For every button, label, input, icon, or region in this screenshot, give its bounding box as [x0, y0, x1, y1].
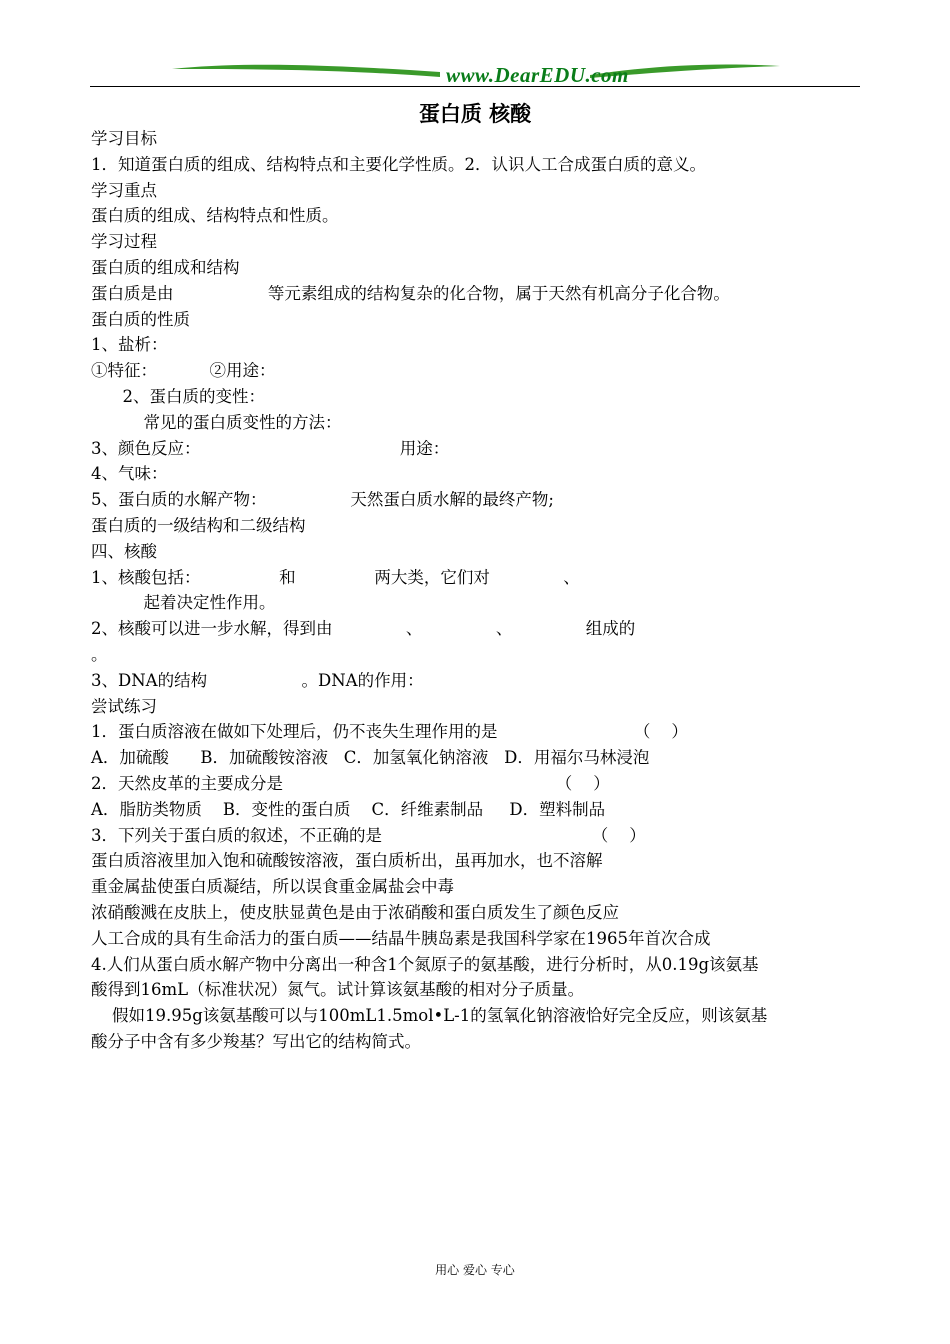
header-rule [90, 86, 860, 87]
text-line: 4.人们从蛋白质水解产物中分离出一种含1个氮原子的氨基酸，进行分析时，从0.19g该氨基 [91, 954, 759, 974]
text-line: A．加硫酸 B．加硫酸铵溶液 C．加氢氧化钠溶液 D．用福尔马林浸泡 [91, 748, 650, 768]
text-line: 常见的蛋白质变性的方法： [91, 412, 342, 432]
text-line: 学习目标 [91, 129, 157, 148]
text-line: 1、核酸包括： 和 两大类，它们对 、 [91, 567, 580, 587]
text-line: 尝试练习 [91, 696, 157, 716]
page-header [90, 60, 860, 90]
text-line: 2．天然皮革的主要成分是 （ ） [91, 773, 610, 793]
text-line: A．脂肪类物质 B．变性的蛋白质 C．纤维素制品 D．塑料制品 [91, 799, 606, 819]
text-line: 1、盐析： [91, 335, 168, 355]
text-line: 酸得到16mL（标准状况）氮气。试计算该氨基酸的相对分子质量。 [91, 980, 585, 1000]
text-line: 蛋白质的性质 [91, 309, 190, 329]
text-line: 假如19.95g该氨基酸可以与100mL1.5mol•L-1的氢氧化钠溶液恰好完全反应，则该氨基 [91, 1006, 768, 1026]
page-title: 蛋白质 核酸 [418, 102, 532, 126]
text-line: 1．蛋白质溶液在做如下处理后，仍不丧失生理作用的是 （ ） [91, 722, 688, 742]
text-line: 蛋白质的一级结构和二级结构 [91, 515, 306, 535]
document-body [91, 126, 859, 1055]
text-line: 蛋白质的组成、结构特点和性质。 [91, 206, 339, 226]
text-line: 蛋白质是由 等元素组成的结构复杂的化合物，属于天然有机高分子化合物。 [91, 283, 730, 303]
text-line: 人工合成的具有生命活力的蛋白质——结晶牛胰岛素是我国科学家在1965年首次合成 [91, 928, 711, 948]
text-line: 3、颜色反应： 用途： [91, 438, 450, 458]
text-line: 1．知道蛋白质的组成、结构特点和主要化学性质。2．认识人工合成蛋白质的意义。 [91, 154, 706, 174]
text-line: 学习重点 [91, 180, 157, 200]
text-line: 浓硝酸溅在皮肤上，使皮肤显黄色是由于浓硝酸和蛋白质发生了颜色反应 [91, 902, 619, 922]
text-line: 酸分子中含有多少羧基？写出它的结构简式。 [91, 1031, 421, 1051]
site-logo-text: www.DearEDU.com [446, 63, 629, 87]
text-line: 起着决定性作用。 [91, 593, 276, 613]
text-line: ①特征： ②用途： [91, 361, 276, 381]
text-line: 4、气味： [91, 464, 168, 484]
text-line: 蛋白质的组成和结构 [91, 257, 240, 277]
text-line: 四、核酸 [91, 541, 157, 561]
text-line: 重金属盐使蛋白质凝结，所以误食重金属盐会中毒 [91, 877, 454, 897]
text-line: 3．下列关于蛋白质的叙述，不正确的是 （ ） [91, 825, 646, 845]
text-line: 。 [91, 644, 108, 664]
text-line: 蛋白质溶液里加入饱和硫酸铵溶液，蛋白质析出，虽再加水，也不溶解 [91, 851, 603, 871]
text-line: 2、蛋白质的变性： [91, 386, 265, 406]
text-line: 学习过程 [91, 232, 157, 252]
text-line: 3、DNA的结构 。DNA的作用： [91, 670, 424, 690]
page-footer: 用心 爱心 专心 [435, 1263, 515, 1277]
text-line: 2、核酸可以进一步水解，得到由 、 、 组成的 [91, 619, 636, 639]
text-line: 5、蛋白质的水解产物： 天然蛋白质水解的最终产物; [91, 490, 554, 510]
